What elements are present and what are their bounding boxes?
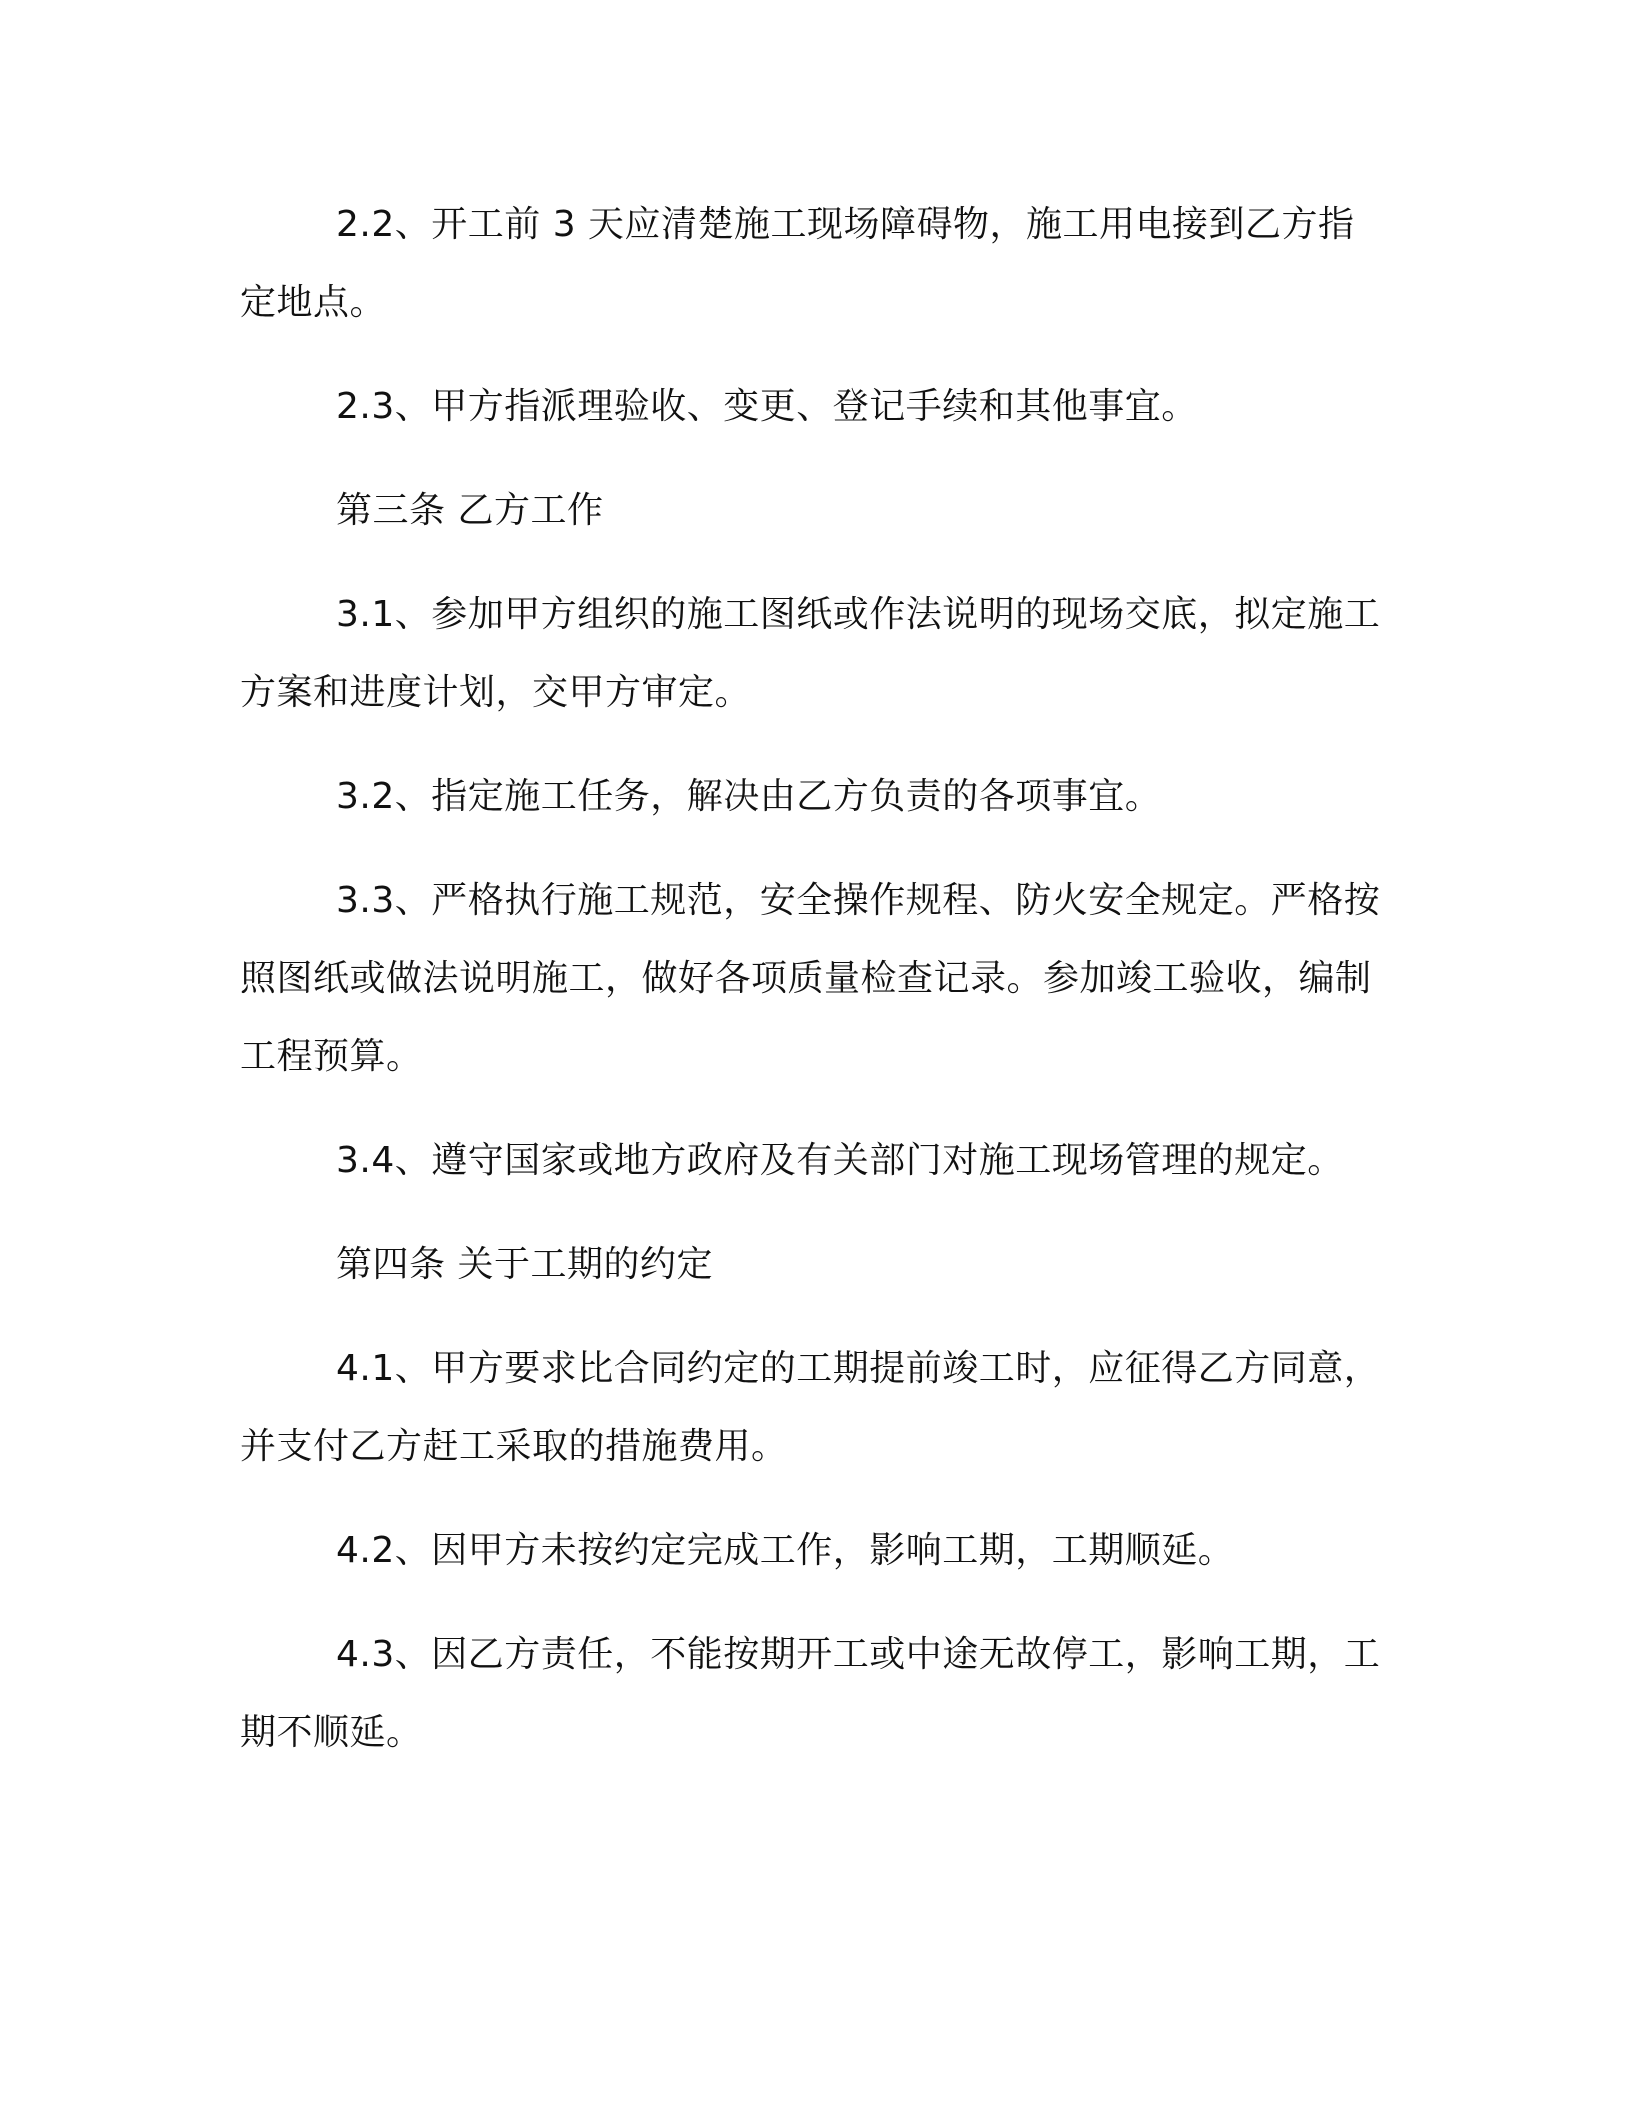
clause-3-3: 3.3、严格执行施工规范，安全操作规程、防火安全规定。严格按照图纸或做法说明施工，做好各项质量检查记录。参加竣工验收，编制工程预算。 — [240, 880, 1381, 1077]
clause-4-1: 4.1、甲方要求比合同约定的工期提前竣工时，应征得乙方同意，并支付乙方赶工采取的措施费用。 — [240, 1348, 1381, 1467]
clause-3-1: 3.1、参加甲方组织的施工图纸或作法说明的现场交底，拟定施工方案和进度计划，交甲方审定。 — [240, 594, 1381, 713]
article-4-heading: 第四条 关于工期的约定 — [336, 1244, 713, 1285]
article-3-heading: 第三条 乙方工作 — [336, 490, 604, 531]
document-body — [240, 186, 1390, 1798]
clause-3-2: 3.2、指定施工任务，解决由乙方负责的各项事宜。 — [336, 776, 1162, 817]
clause-4-2: 4.2、因甲方未按约定完成工作，影响工期，工期顺延。 — [336, 1530, 1235, 1571]
clause-2-3: 2.3、甲方指派理验收、变更、登记手续和其他事宜。 — [336, 386, 1198, 427]
clause-4-3: 4.3、因乙方责任，不能按期开工或中途无故停工，影响工期，工期不顺延。 — [240, 1634, 1381, 1753]
clause-3-4: 3.4、遵守国家或地方政府及有关部门对施工现场管理的规定。 — [336, 1140, 1344, 1181]
clause-2-2: 2.2、开工前 3 天应清楚施工现场障碍物，施工用电接到乙方指定地点。 — [240, 204, 1355, 323]
